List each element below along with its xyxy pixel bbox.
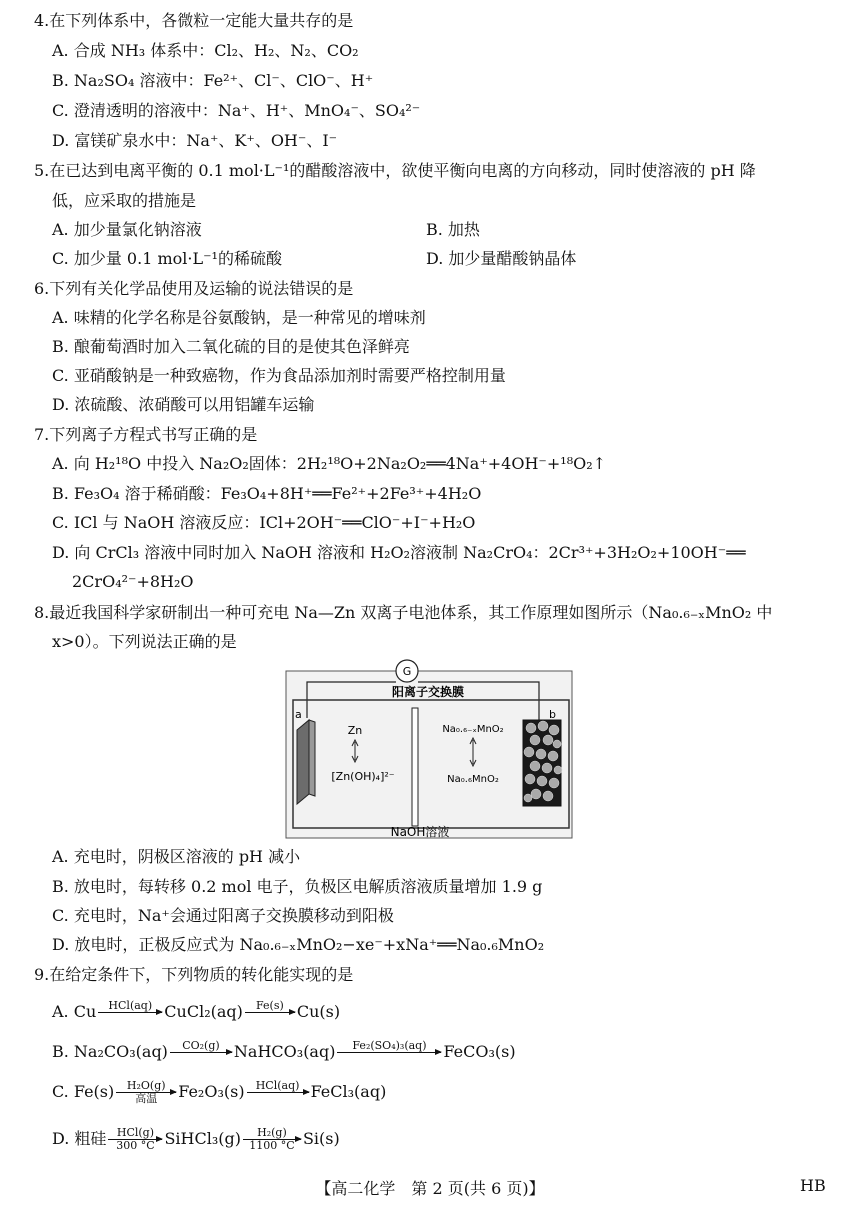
reaction-arrow (337, 1040, 441, 1065)
electrode-a-zinc (297, 720, 309, 804)
na-mno2-x-label: Na₀.₆₋ₓMnO₂ (442, 724, 504, 735)
q9-a-reagent-1: HCl(aq) (108, 999, 153, 1012)
q5-option-d: D. 加少量醋酸钠晶体 (426, 249, 577, 268)
q4-option-d: D. 富镁矿泉水中：Na⁺、K⁺、OH⁻、I⁻ (52, 131, 338, 150)
q9-d-product-1: SiHCl₃(g) (164, 1129, 241, 1148)
q9-option-d (52, 1127, 340, 1152)
q9-d-condition-1: 300 °C (116, 1139, 155, 1152)
q4-stem: 4.在下列体系中，各微粒一定能大量共存的是 (34, 11, 354, 30)
q9-c-reagent-2: HCl(aq) (255, 1079, 300, 1092)
q8-option-d: D. 放电时，正极反应式为 Na₀.₆₋ₓMnO₂−xe⁻+xNa⁺══Na₀.₆MnO₂ (52, 935, 545, 954)
footer-edition-code: HB (800, 1176, 826, 1195)
q6-stem: 6.下列有关化学品使用及运输的说法错误的是 (34, 279, 354, 298)
q8-option-b: B. 放电时，每转移 0.2 mol 电子，负极区电解质溶液质量增加 1.9 g (52, 877, 543, 896)
q7-option-c: C. ICl 与 NaOH 溶液反应：ICl+2OH⁻══ClO⁻+I⁻+H₂O (52, 513, 476, 532)
q9-d-label: D. 粗硅 (52, 1129, 107, 1148)
q9-option-b (52, 1040, 516, 1065)
zincate-label: [Zn(OH)₄]²⁻ (331, 770, 395, 783)
q8-option-a: A. 充电时，阴极区溶液的 pH 减小 (52, 847, 301, 866)
q9-a-reagent-2: Fe(s) (255, 999, 284, 1012)
electrode-a-label: a (295, 708, 302, 721)
q9-d-reagent-2: H₂(g) (257, 1126, 287, 1139)
q9-a-label: A. Cu (52, 1002, 97, 1021)
reaction-arrow (245, 1000, 295, 1025)
q7-option-a: A. 向 H₂¹⁸O 中投入 Na₂O₂固体：2H₂¹⁸O+2Na₂O₂══4Na⁺+4OH⁻+¹⁸O₂↑ (52, 454, 607, 473)
q9-c-label: C. Fe(s) (52, 1082, 115, 1101)
q9-b-label: B. Na₂CO₃(aq) (52, 1042, 168, 1061)
q9-option-c (52, 1080, 386, 1105)
q9-option-a (52, 1000, 340, 1025)
q7-option-b: B. Fe₃O₄ 溶于稀硝酸：Fe₃O₄+8H⁺══Fe²⁺+2Fe³⁺+4H₂O (52, 484, 482, 503)
q9-d-condition-2: 1100 °C (249, 1139, 295, 1152)
reaction-arrow (170, 1040, 232, 1065)
q5-stem-line2: 低，应采取的措施是 (52, 191, 197, 210)
q7-option-d-line2: 2CrO₄²⁻+8H₂O (72, 572, 194, 591)
electrolyte-label: NaOH溶液 (390, 825, 450, 839)
battery-diagram (285, 658, 575, 840)
na-mno2-label: Na₀.₆MnO₂ (447, 774, 499, 785)
q4-option-b: B. Na₂SO₄ 溶液中：Fe²⁺、Cl⁻、ClO⁻、H⁺ (52, 71, 374, 90)
q9-a-product-1: CuCl₂(aq) (164, 1002, 243, 1021)
footer-page-info: 【高二化学 第 2 页(共 6 页)】 (315, 1179, 545, 1198)
q9-b-reagent-2: Fe₂(SO₄)₃(aq) (352, 1039, 427, 1052)
q6-option-a: A. 味精的化学名称是谷氨酸钠，是一种常见的增味剂 (52, 308, 426, 327)
q9-c-condition-1: 高温 (135, 1092, 158, 1105)
q7-stem: 7.下列离子方程式书写正确的是 (34, 425, 258, 444)
q9-stem: 9.在给定条件下，下列物质的转化能实现的是 (34, 965, 354, 984)
q9-c-product-1: Fe₂O₃(s) (178, 1082, 245, 1101)
reaction-arrow (116, 1080, 176, 1105)
q4-option-c: C. 澄清透明的溶液中：Na⁺、H⁺、MnO₄⁻、SO₄²⁻ (52, 101, 421, 120)
membrane-label: 阳离子交换膜 (391, 685, 465, 699)
q5-option-b: B. 加热 (426, 220, 480, 239)
q9-a-product-2: Cu(s) (296, 1002, 341, 1021)
q4-option-a: A. 合成 NH₃ 体系中：Cl₂、H₂、N₂、CO₂ (52, 41, 359, 60)
reaction-arrow (247, 1080, 309, 1105)
q8-stem-line2: x>0）。下列说法正确的是 (52, 632, 237, 651)
q5-stem-line1: 5.在已达到电离平衡的 0.1 mol·L⁻¹的醋酸溶液中，欲使平衡向电离的方向移动，同时使溶液的 pH 降 (34, 161, 756, 180)
q8-option-c: C. 充电时，Na⁺会通过阳离子交换膜移动到阳极 (52, 906, 394, 925)
reaction-arrow (108, 1127, 162, 1152)
q6-option-b: B. 酿葡萄酒时加入二氧化硫的目的是使其色泽鲜亮 (52, 337, 410, 356)
q9-b-product-1: NaHCO₃(aq) (233, 1042, 336, 1061)
q9-d-reagent-1: HCl(g) (116, 1126, 155, 1139)
q9-b-product-2: FeCO₃(s) (443, 1042, 516, 1061)
electrode-b-label: b (549, 708, 556, 721)
reaction-arrow (98, 1000, 162, 1025)
q6-option-d: D. 浓硫酸、浓硝酸可以用铝罐车运输 (52, 395, 315, 414)
q9-c-product-2: FeCl₃(aq) (310, 1082, 387, 1101)
cation-exchange-membrane (412, 708, 418, 826)
q5-option-a: A. 加少量氯化钠溶液 (52, 220, 202, 239)
q8-stem-line1: 8.最近我国科学家研制出一种可充电 Na—Zn 双离子电池体系，其工作原理如图所示（Na₀.₆₋ₓMnO₂ 中 (34, 603, 773, 622)
meter-label: G (402, 665, 412, 678)
zn-label: Zn (347, 724, 363, 737)
q9-d-product-2: Si(s) (302, 1129, 340, 1148)
reaction-arrow (243, 1127, 301, 1152)
q6-option-c: C. 亚硝酸钠是一种致癌物，作为食品添加剂时需要严格控制用量 (52, 366, 506, 385)
q7-option-d-line1: D. 向 CrCl₃ 溶液中同时加入 NaOH 溶液和 H₂O₂溶液制 Na₂CrO₄：2Cr³⁺+3H₂O₂+10OH⁻══ (52, 543, 746, 562)
q9-b-reagent-1: CO₂(g) (182, 1039, 220, 1052)
q5-option-c: C. 加少量 0.1 mol·L⁻¹的稀硫酸 (52, 249, 282, 268)
q9-c-reagent-1: H₂O(g) (126, 1079, 166, 1092)
